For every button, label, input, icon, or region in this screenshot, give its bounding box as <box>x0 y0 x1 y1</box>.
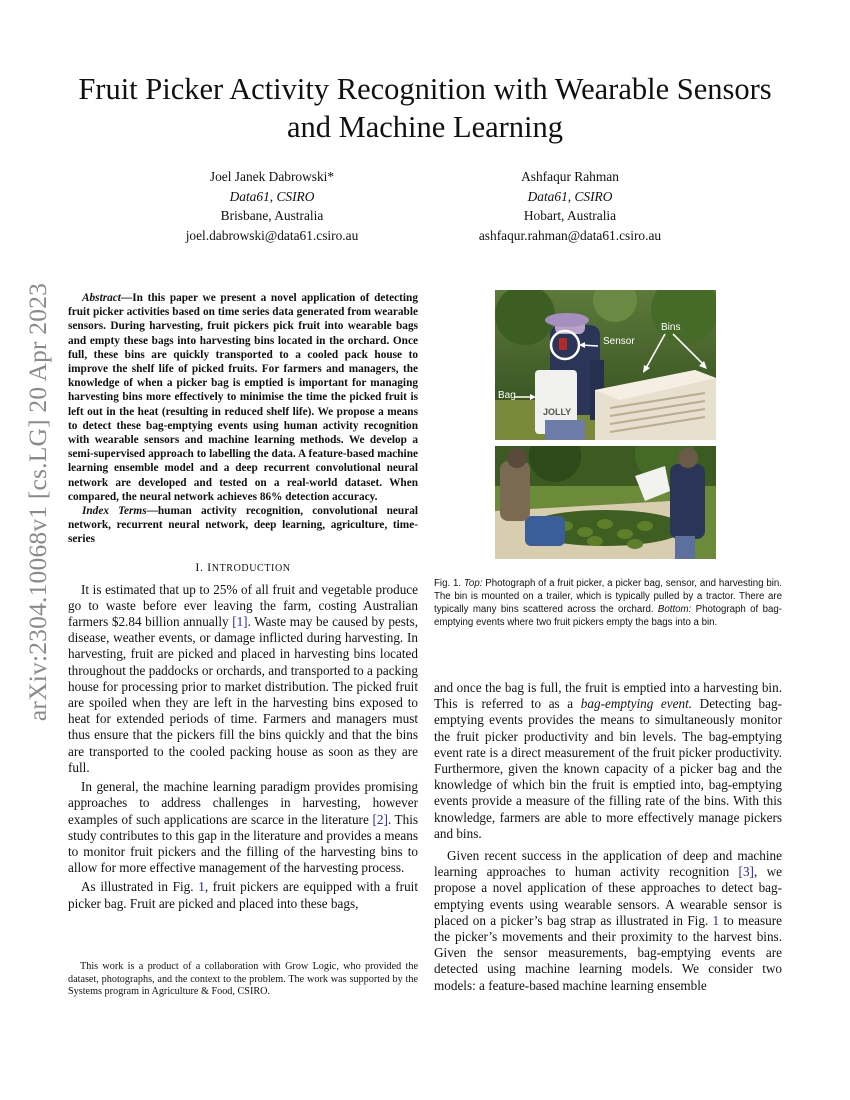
author-affiliation: Data61, CSIRO <box>229 188 315 204</box>
figure-reference-link[interactable]: 1 <box>712 912 720 928</box>
caption-top-text: Photograph of a fruit picker, a picker bag, sensor, and harvesting bin. The bin is mounted on a trailer, which is typically pulled by a tractor. There are typically many bins scattered across the orchard. <box>434 578 782 616</box>
text-span: , we propose a novel application of these approaches to detect bag-emptying events using wearable sensors. A wearable sensor is placed on a picker’s bag strap as illustrated in Fig. <box>434 864 782 928</box>
citation-link[interactable]: [3] <box>738 864 754 880</box>
text-span: . Waste may be caused by pests, disease, weather events, or damage inflicted during harvesting. In harvesting, fruit are picked and placed in harvesting bins located throughout the paddocks or orchards, and transported to a packing house for processing prior to market distribution. The picked fruit are spoiled when they are left in the harvesting bins exposed to heat for extended periods of time. Farmers and managers must thus ensure that the pickers fill the bins quickly and that the bins are transported to the cooled packing house as soon as they are full. <box>68 614 419 775</box>
intro-paragraph-1 <box>68 582 418 776</box>
abstract-text: —In this paper we present a novel application of detecting fruit picker activities based on time series data generated from wearable sensors. During harvesting, fruit pickers pick fruit into wearable bags and empty these bags into harvesting bins located in the orchard. Once full, these bins are quickly transported to a cooled pack house to improve the shelf life of picked fruits. For farmers and managers, the knowledge of when a picker bag is emptied is important for managing harvesting bins more effectively to minimise the time the picked fruit is left out in the heat (resulting in reduced shelf life). We propose a means to detect these bag-emptying events using human activity recognition with wearable sensors and machine learning methods. We develop a semi-supervised approach to labelling the data. A feature-based machine learning ensemble model and a deep recurrent convolutional neural network are developed and tested on a real-world dataset. When compared, the neural network achieves 86% detection accuracy. <box>68 292 418 503</box>
author-name: Joel Janek Dabrowski* <box>209 169 335 184</box>
figure-reference-link[interactable]: 1 <box>198 879 205 895</box>
abstract-label: Abstract <box>82 292 121 304</box>
figure-caption <box>434 577 782 629</box>
left-column <box>68 291 418 915</box>
author-location: Hobart, Australia <box>523 208 617 223</box>
author-block-2 <box>440 167 700 245</box>
emphasis-term: bag-emptying event. <box>580 696 693 712</box>
intro-paragraph-2 <box>68 779 418 876</box>
index-terms-label: Index Terms <box>82 505 147 518</box>
caption-prefix: Fig. 1. <box>434 578 464 589</box>
author-name: Ashfaqur Rahman <box>521 169 619 184</box>
caption-bottom-text: Photograph of bag-emptying events where two fruit pickers empty the bags into a bin. <box>434 604 782 629</box>
abstract <box>68 291 418 504</box>
bag-label: Bag <box>498 390 516 401</box>
text-span: It is estimated that up to 25% of all fruit and vegetable produce go to waste before ever leaving the farm, costing Australian farmers $2.84 billion annually <box>68 581 418 630</box>
index-terms-text: —human activity recognition, convolutional neural network, recurrent neural network, deep learning, agriculture, time-series <box>68 505 418 546</box>
text-span: Given recent success in the application of deep and machine learning approaches to human activity recognition <box>434 848 782 880</box>
text-span: As illustrated in Fig. <box>81 879 199 895</box>
section-heading: I. INTRODUCTION <box>195 559 291 574</box>
text-span: to measure the picker’s movements and their proximity to the harvest bins. Given the sensor measurements, bag-emptying events are detected using machine learning models. We consider two models: a feature-based machine learning ensemble <box>434 912 782 993</box>
sensor-label: Sensor <box>603 336 635 347</box>
bins-label: Bins <box>661 322 681 333</box>
figure-photo-top <box>495 290 716 440</box>
text-span: and once the bag is full, the fruit is emptied into a harvesting bin. This is referred to as a <box>434 680 782 712</box>
index-terms <box>68 504 418 547</box>
arxiv-id-text: arXiv:2304.10068v1 [cs.LG] 20 Apr 2023 <box>23 282 52 722</box>
text-span: Detecting bag-emptying events provides the means to simultaneously monitor the fruit picker productivity and bin levels. The bag-emptying event rate is a direct measurement of the fruit picker productivity. Furthermore, given the known capacity of a picker bag and the knowledge of which bin the fruit is emptied into, bag-emptying events provide a measure of the filling rate of the bins. With this knowledge, farmers are able to more effectively manage pickers and bins. <box>434 696 782 841</box>
bag-emptying-photo-illustration <box>495 446 716 559</box>
citation-link[interactable]: [2] <box>372 811 388 827</box>
author-affiliation: Data61, CSIRO <box>527 188 613 204</box>
text-span: , fruit pickers are equipped with a fruit picker bag. Fruit are picked and placed into these bags, <box>68 879 418 911</box>
caption-top-label: Top: <box>463 578 483 589</box>
citation-link[interactable]: [1] <box>232 614 248 630</box>
caption-bottom-label: Bottom: <box>657 604 692 616</box>
paper-title: Fruit Picker Activity Recognition with Wearable Sensors and Machine Learning <box>78 72 772 144</box>
author-location: Brisbane, Australia <box>220 208 324 223</box>
author-email[interactable]: joel.dabrowski@data61.csiro.au <box>185 227 359 243</box>
footnote: This work is a product of a collaboration with Grow Logic, who provided the dataset, photographs, and the context to the problem. The work was supported by the Systems program in Agriculture & Food, CSIRO. <box>68 961 418 998</box>
right-column <box>434 680 782 1000</box>
orchard-photo-illustration <box>495 290 716 440</box>
author-email[interactable]: ashfaqur.rahman@data61.csiro.au <box>478 227 662 243</box>
right-paragraph-2 <box>434 848 782 994</box>
text-span: . This study contributes to this gap in the literature and provides a means to monitor fruit pickers and the filling of the harvesting bins to allow for more effective management of the harvesting process. <box>68 811 418 876</box>
svg-text:JOLLY: JOLLY <box>543 407 572 417</box>
arxiv-side-stamp <box>17 282 59 722</box>
figure-photo-bottom <box>495 446 716 559</box>
text-span: In general, the machine learning paradigm provides promising approaches to address challenges in harvesting, however examples of such applications are scarce in the literature <box>68 779 418 827</box>
intro-paragraph-3 <box>68 879 418 911</box>
right-paragraph-1 <box>434 680 782 842</box>
author-block-1 <box>142 167 402 245</box>
